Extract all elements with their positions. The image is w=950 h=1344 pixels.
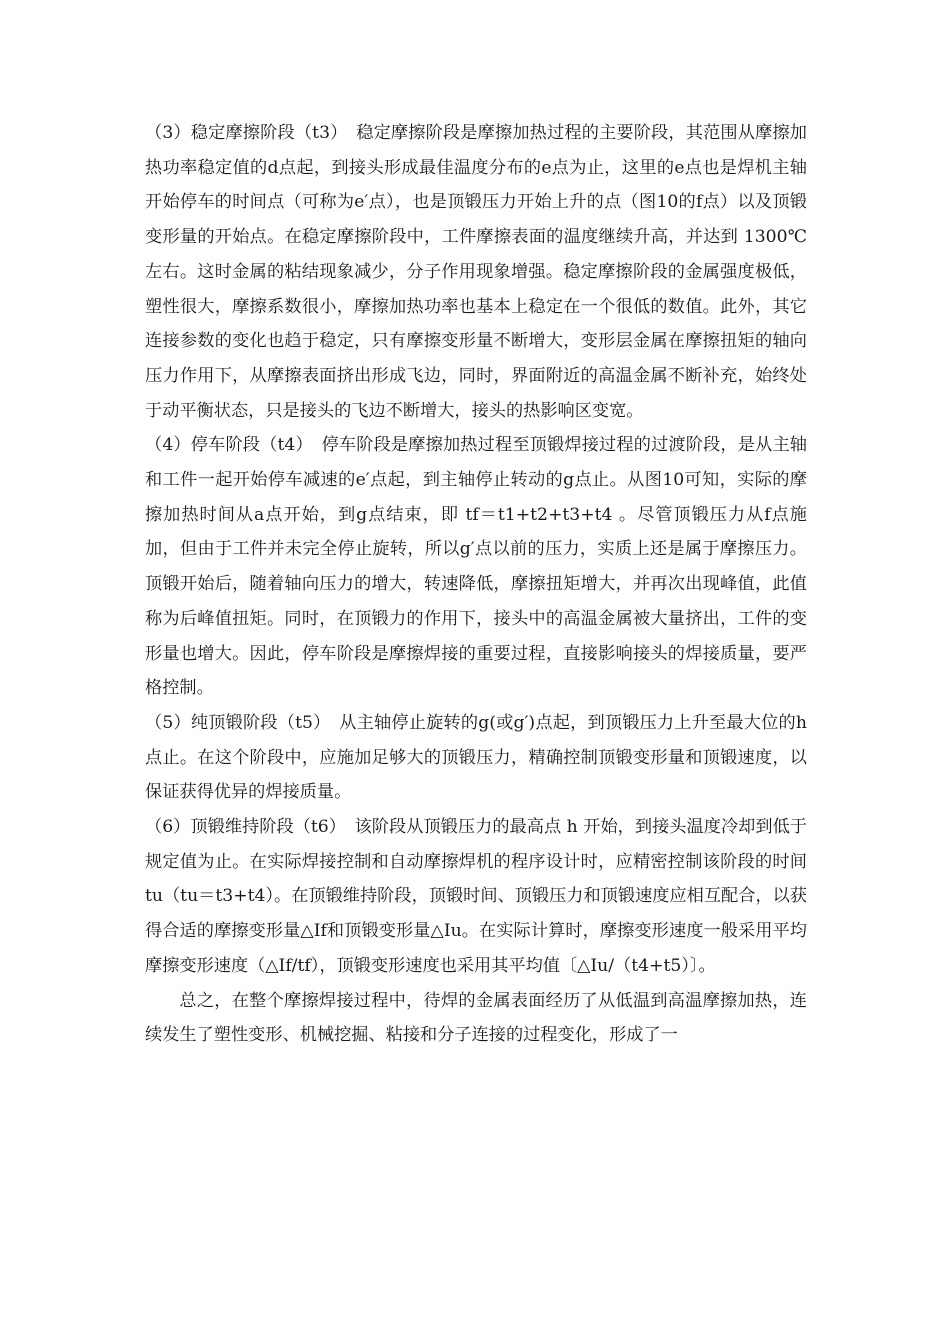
paragraph-pure-upset-stage: （5）纯顶锻阶段（t5） 从主轴停止旋转的g(或g′)点起，到顶锻压力上升至最大位的h点止。在这个阶段中，应施加足够大的顶锻压力，精确控制顶锻变形量和顶锻速度，以保证获得优异的焊接质量。 bbox=[145, 712, 807, 803]
paragraph-stop-stage: （4）停车阶段（t4） 停车阶段是摩擦加热过程至顶锻焊接过程的过渡阶段，是从主轴和工件一起开始停车减速的e′点起，到主轴停止转动的g点止。从图10可知，实际的摩擦加热时间从a点开始，到g点结束，即 tf＝t1+t2+t3+t4 。尽管顶锻压力从f点施加，但由于工件并未完全停止旋转，所以g′点以前的压力，实质上还是属于摩擦压力。顶锻开始后，随着轴向压力的增大，转速降低，摩擦扭矩增大，并再次出现峰值，此值称为后峰值扭矩。同时，在顶锻力的作用下，接头中的高温金属被大量挤出，工件的变形量也增大。因此，停车阶段是摩擦焊接的重要过程，直接影响接头的焊接质量，要严格控制。 bbox=[145, 435, 807, 699]
paragraph-upset-hold-stage: （6）顶锻维持阶段（t6） 该阶段从顶锻压力的最高点 h 开始，到接头温度冷却到低于规定值为止。在实际焊接控制和自动摩擦焊机的程序设计时，应精密控制该阶段的时间 tu（tu＝t3+t4）。在顶锻维持阶段，顶锻时间、顶锻压力和顶锻速度应相互配合，以获得合适的摩擦变形量△If和顶锻变形量△Iu。在实际计算时，摩擦变形速度一般采用平均摩擦变形速度（△If/tf），顶锻变形速度也采用其平均值〔△Iu/（t4+t5）〕。 bbox=[145, 817, 807, 976]
paragraph-stable-friction-stage: （3）稳定摩擦阶段（t3） 稳定摩擦阶段是摩擦加热过程的主要阶段，其范围从摩擦加热功率稳定值的d点起，到接头形成最佳温度分布的e点为止，这里的e点也是焊机主轴开始停车的时间点（可称为e′点），也是顶锻压力开始上升的点（图10的f点）以及顶锻变形量的开始点。在稳定摩擦阶段中，工件摩擦表面的温度继续升高，并达到 1300℃左右。这时金属的粘结现象减少，分子作用现象增强。稳定摩擦阶段的金属强度极低，塑性很大，摩擦系数很小，摩擦加热功率也基本上稳定在一个很低的数值。此外，其它连接参数的变化也趋于稳定，只有摩擦变形量不断增大，变形层金属在摩擦扭矩的轴向压力作用下，从摩擦表面挤出形成飞边，同时，界面附近的高温金属不断补充，始终处于动平衡状态，只是接头的飞边不断增大，接头的热影响区变宽。 bbox=[145, 123, 807, 421]
paragraph-summary: 总之，在整个摩擦焊接过程中，待焊的金属表面经历了从低温到高温摩擦加热，连续发生了塑性变形、机械挖掘、粘接和分子连接的过程变化，形成了一 bbox=[145, 990, 807, 1046]
document-page bbox=[145, 116, 807, 1053]
